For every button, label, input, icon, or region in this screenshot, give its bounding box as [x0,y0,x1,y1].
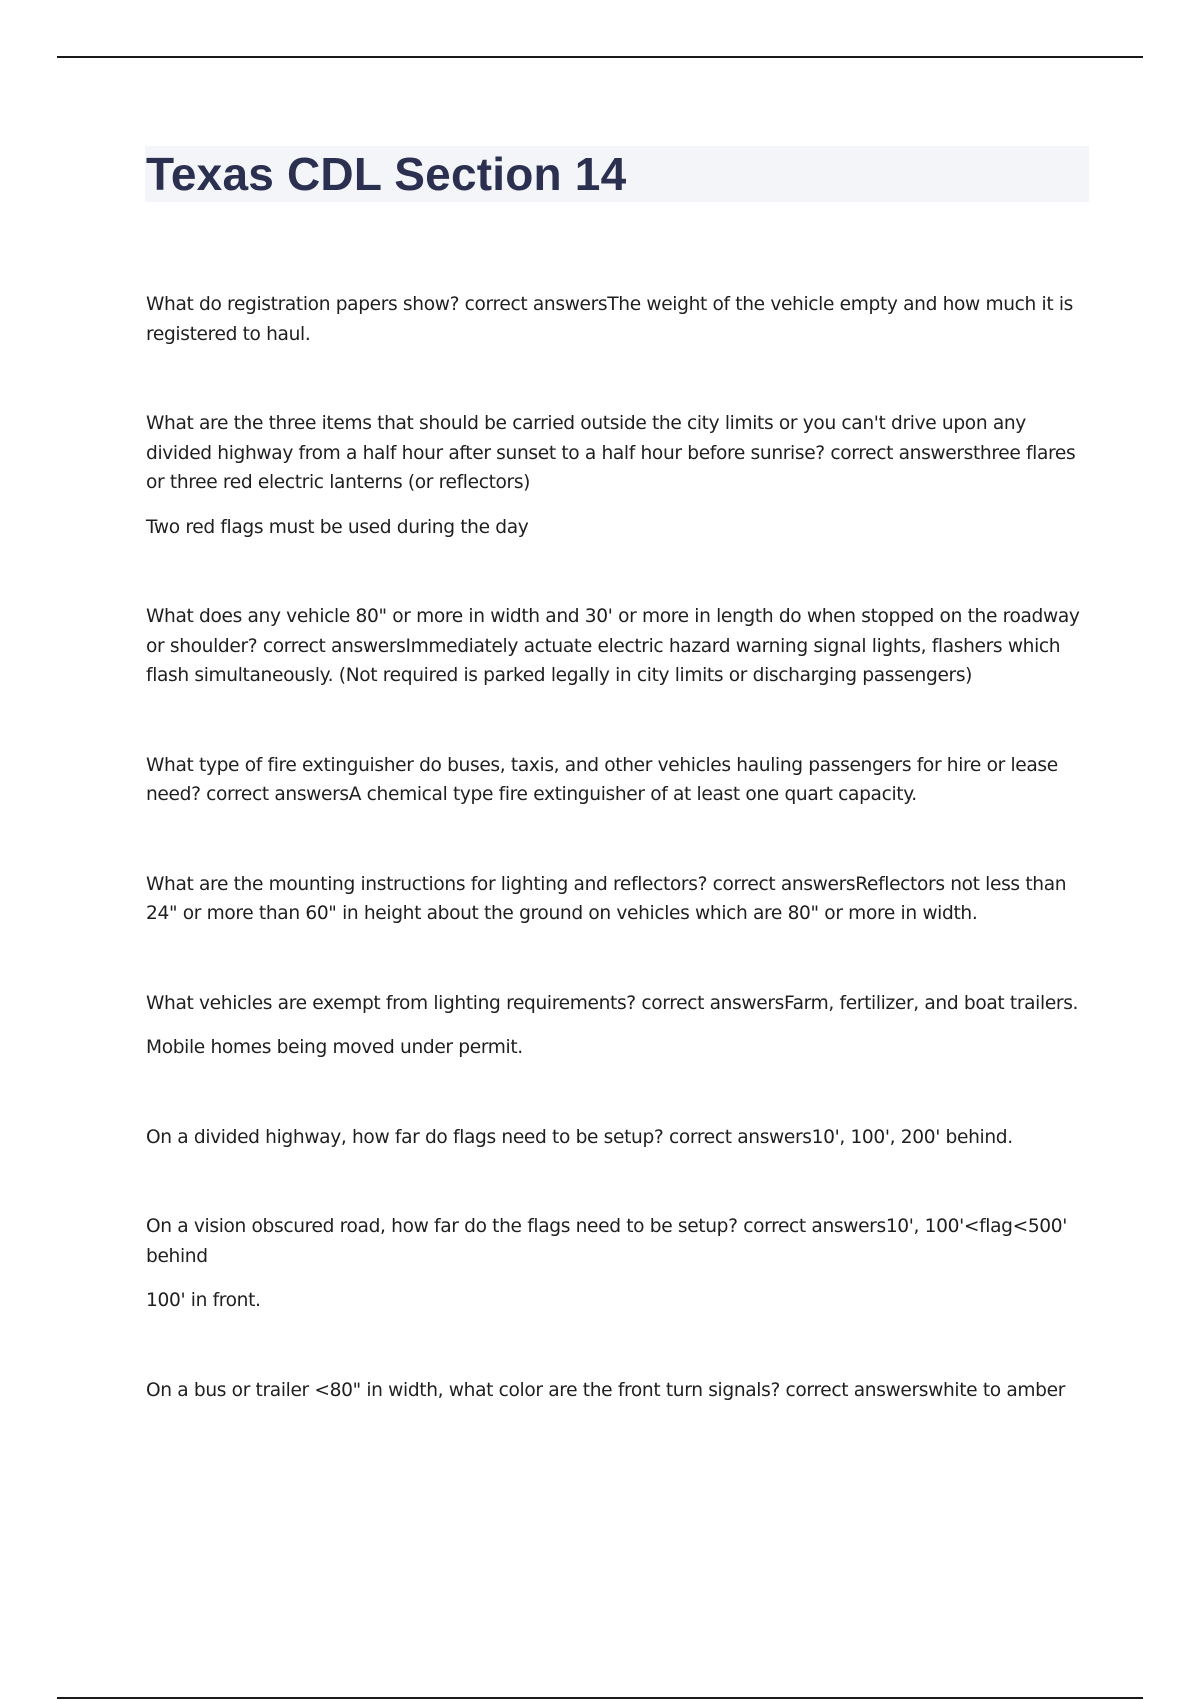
qa-entry [146,1123,1092,1153]
qa-entry [146,870,1092,929]
qa-paragraph: On a bus or trailer <80" in width, what color are the front turn signals? correct answerswhite to amber [146,1379,1066,1401]
qa-paragraph: What type of fire extinguisher do buses, taxis, and other vehicles hauling passengers for hire or lease need? correct answersA chemical type fire extinguisher of at least one quart capacity. [146,754,1058,805]
qa-list [146,290,1092,1405]
qa-paragraph: What vehicles are exempt from lighting requirements? correct answersFarm, fertilizer, and boat trailers. [146,992,1079,1014]
page-title: Texas CDL Section 14 [146,148,627,200]
qa-paragraph: What are the three items that should be carried outside the city limits or you can't drive upon any divided highway from a half hour after sunset to a half hour before sunrise? correct answersthree flares or three red electric lanterns (or reflectors) [146,413,1076,493]
qa-entry [146,602,1092,691]
qa-paragraph: What does any vehicle 80" or more in width and 30' or more in length do when stopped on the roadway or shoulder? correct answersImmediately actuate electric hazard warning signal lights, flashers which flash simultaneously. (Not required is parked legally in city limits or discharging passengers) [146,606,1080,686]
bottom-rule [57,1697,1143,1699]
qa-entry [146,290,1092,349]
qa-paragraph: Two red flags must be used during the day [146,516,529,538]
qa-entry [146,751,1092,810]
qa-entry [146,409,1092,542]
qa-entry [146,989,1092,1063]
qa-paragraph: Mobile homes being moved under permit. [146,1037,523,1058]
qa-paragraph: What are the mounting instructions for lighting and reflectors? correct answersReflectors not less than 24" or more than 60" in height about the ground on vehicles which are 80" or more in width. [146,873,1067,924]
qa-paragraph: 100' in front. [146,1290,261,1311]
top-rule [57,56,1143,58]
qa-paragraph: On a divided highway, how far do flags need to be setup? correct answers10', 100', 200' behind. [146,1126,1013,1148]
qa-entry [146,1212,1092,1316]
qa-entry [146,1376,1092,1406]
qa-paragraph: What do registration papers show? correct answersThe weight of the vehicle empty and how much it is registered to haul. [146,294,1074,345]
qa-paragraph: On a vision obscured road, how far do the flags need to be setup? correct answers10', 100'<flag<500' behind [146,1216,1068,1267]
